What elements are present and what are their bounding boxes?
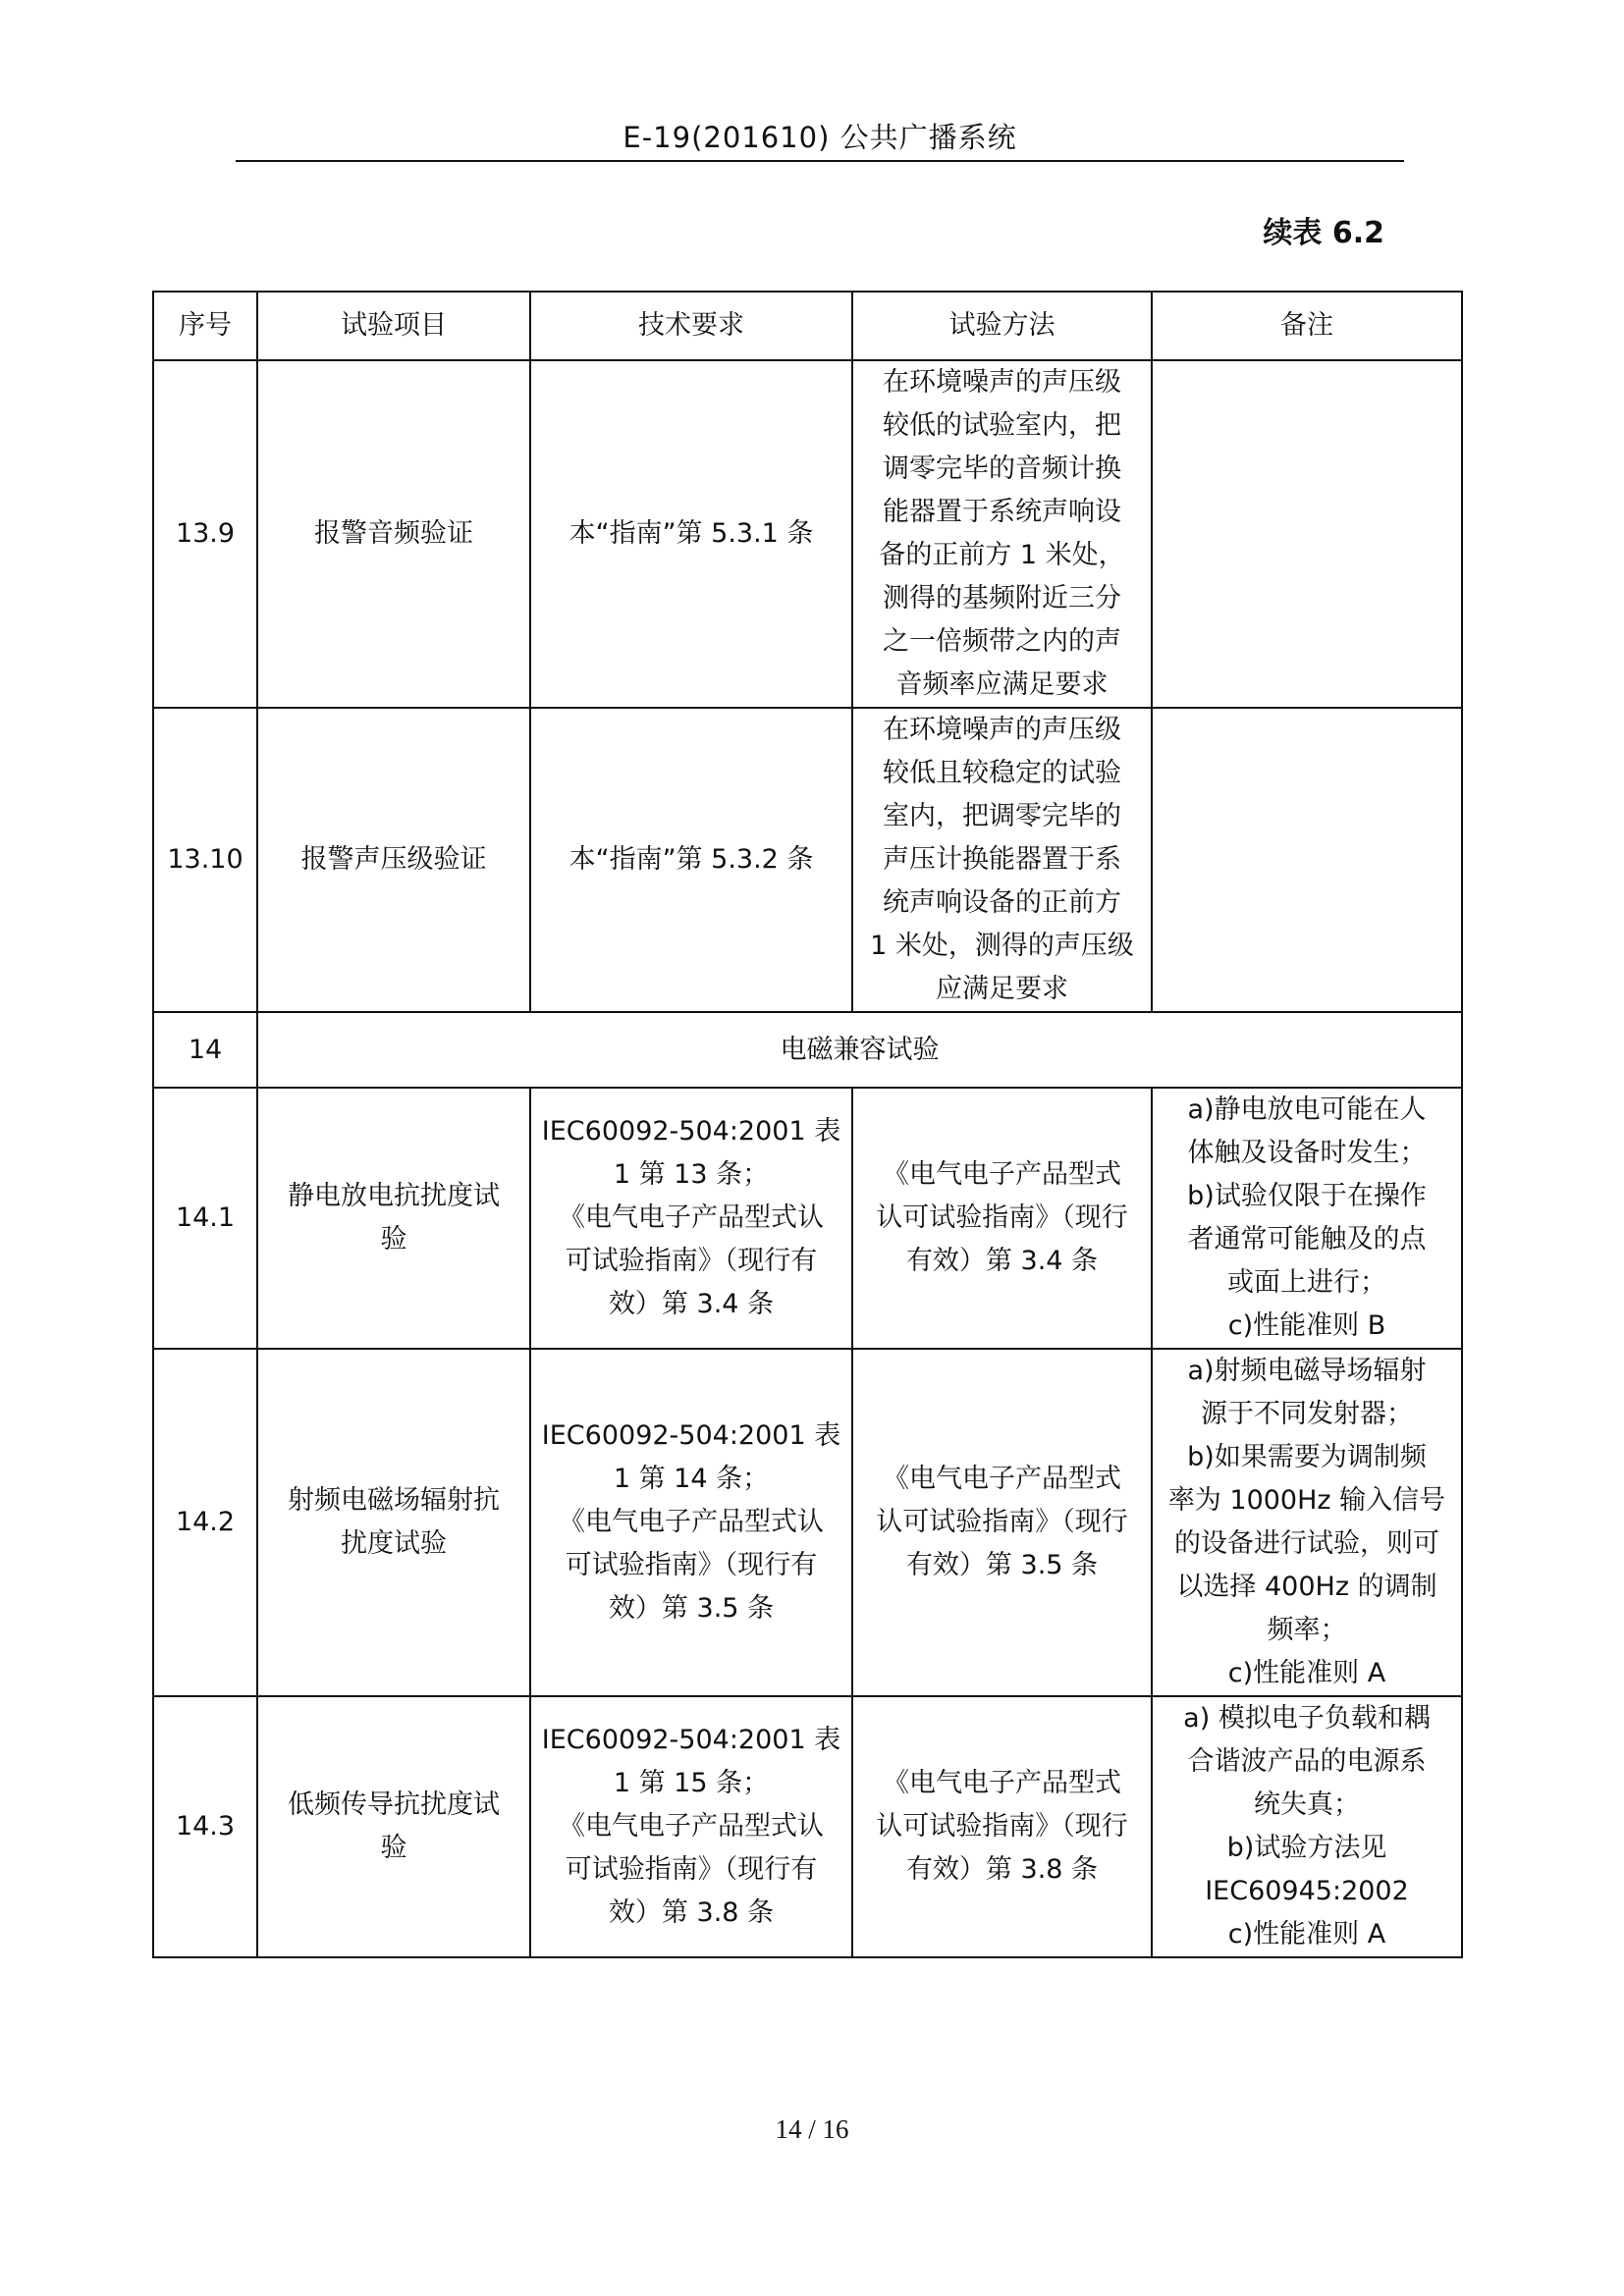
- cell-line: 本“指南”第 5.3.1 条: [568, 518, 814, 549]
- cell-line: 验: [380, 1224, 407, 1255]
- cell-line: b)如果需要为调制频: [1187, 1442, 1427, 1472]
- cell-line: 在环境噪声的声压级: [883, 367, 1121, 398]
- cell-line: 以选择 400Hz 的调制: [1176, 1572, 1437, 1602]
- cell-line: 效）第 3.4 条: [608, 1289, 775, 1319]
- cell-line: 本“指南”第 5.3.2 条: [568, 844, 814, 875]
- cell-line: 1 第 15 条；: [613, 1768, 770, 1798]
- table-row: [153, 1349, 1462, 1696]
- cell-line: 率为 1000Hz 输入信号: [1167, 1485, 1446, 1516]
- cell-line: c)性能准则 A: [1227, 1919, 1386, 1949]
- cell-line: IEC60945:2002: [1205, 1876, 1409, 1906]
- col-header-remark: 备注: [1152, 292, 1462, 360]
- cell-line: c)性能准则 B: [1227, 1310, 1386, 1341]
- cell-method: [852, 1088, 1152, 1349]
- cell-line: IEC60092-504:2001 表: [541, 1725, 841, 1755]
- cell-line: 体触及设备时发生；: [1187, 1138, 1427, 1168]
- cell-line: 可试验指南》（现行有: [565, 1854, 818, 1885]
- cell-requirement: [530, 1088, 852, 1349]
- col-header-requirement: 技术要求: [530, 292, 852, 360]
- cell-requirement: [530, 1349, 852, 1696]
- cell-line: 声压计换能器置于系: [883, 844, 1121, 875]
- table-row: [153, 1696, 1462, 1957]
- cell-line: b)试验仅限于在操作: [1187, 1181, 1427, 1211]
- cell-method: [852, 1696, 1152, 1957]
- cell-line: 可试验指南》（现行有: [565, 1246, 818, 1276]
- cell-line: 测得的基频附近三分: [883, 583, 1121, 614]
- cell-line: 应满足要求: [936, 974, 1068, 1004]
- cell-line: a) 模拟电子负载和耦: [1183, 1703, 1431, 1734]
- cell-line: 《电气电子产品型式认: [559, 1202, 824, 1233]
- cell-line: 在环境噪声的声压级: [883, 715, 1121, 745]
- cell-method: [852, 708, 1152, 1012]
- cell-item: [257, 1088, 530, 1349]
- cell-line: 的设备进行试验，则可: [1174, 1528, 1439, 1559]
- test-table: [152, 291, 1463, 1958]
- cell-line: 有效）第 3.5 条: [905, 1550, 1099, 1580]
- header-divider: [236, 160, 1404, 162]
- cell-line: 较低且较稳定的试验: [883, 758, 1121, 788]
- cell-line: 认可试验指南》（现行: [876, 1811, 1128, 1842]
- cell-no: 14.1: [153, 1088, 257, 1349]
- table-row: [153, 1088, 1462, 1349]
- cell-remark: [1152, 708, 1462, 1012]
- cell-line: 有效）第 3.8 条: [905, 1854, 1099, 1885]
- cell-remark: [1152, 1349, 1462, 1696]
- cell-method: [852, 1349, 1152, 1696]
- cell-no: 14.2: [153, 1349, 257, 1696]
- cell-line: IEC60092-504:2001 表: [541, 1420, 841, 1451]
- col-header-item: 试验项目: [257, 292, 530, 360]
- cell-line: 射频电磁场辐射抗: [288, 1485, 500, 1516]
- cell-line: 合谐波产品的电源系: [1187, 1746, 1427, 1777]
- cell-item: [257, 1696, 530, 1957]
- col-header-method: 试验方法: [852, 292, 1152, 360]
- cell-line: 频率；: [1267, 1615, 1347, 1645]
- cell-no: 13.9: [153, 360, 257, 708]
- cell-line: c)性能准则 A: [1227, 1658, 1386, 1688]
- cell-line: 扰度试验: [341, 1528, 447, 1559]
- cell-line: 音频率应满足要求: [895, 669, 1109, 700]
- cell-item: [257, 708, 530, 1012]
- cell-line: a)射频电磁导场辐射: [1187, 1356, 1427, 1386]
- cell-line: 备的正前方 1 米处，: [879, 540, 1125, 570]
- cell-line: 调零完毕的音频计换: [883, 454, 1121, 484]
- cell-line: 者通常可能触及的点: [1187, 1224, 1427, 1255]
- page-number: 14 / 16: [775, 2114, 849, 2144]
- cell-line: 1 米处，测得的声压级: [870, 931, 1134, 961]
- cell-line: 《电气电子产品型式认: [559, 1507, 824, 1537]
- cell-no: 13.10: [153, 708, 257, 1012]
- cell-line: 能器置于系统声响设: [883, 497, 1121, 527]
- cell-item: [257, 1349, 530, 1696]
- section-row: [153, 1012, 1462, 1088]
- cell-line: 1 第 14 条；: [613, 1464, 770, 1494]
- table-row: [153, 708, 1462, 1012]
- cell-item: [257, 360, 530, 708]
- cell-line: 室内，把调零完毕的: [883, 801, 1121, 831]
- cell-line: 或面上进行；: [1227, 1267, 1386, 1298]
- cell-no: 14.3: [153, 1696, 257, 1957]
- cell-line: 统失真；: [1254, 1789, 1360, 1820]
- cell-line: 《电气电子产品型式: [883, 1768, 1121, 1798]
- cell-line: 较低的试验室内，把: [883, 410, 1121, 441]
- cell-requirement: [530, 708, 852, 1012]
- cell-remark: [1152, 1088, 1462, 1349]
- cell-remark: [1152, 1696, 1462, 1957]
- cell-line: 《电气电子产品型式认: [559, 1811, 824, 1842]
- cell-method: [852, 360, 1152, 708]
- table-row: [153, 360, 1462, 708]
- section-title: 电磁兼容试验: [257, 1012, 1462, 1088]
- col-header-no: 序号: [153, 292, 257, 360]
- cell-line: 可试验指南》（现行有: [565, 1550, 818, 1580]
- cell-line: 《电气电子产品型式: [883, 1159, 1121, 1190]
- cell-line: 报警声压级验证: [300, 844, 487, 875]
- cell-line: 效）第 3.5 条: [608, 1593, 775, 1624]
- cell-line: 认可试验指南》（现行: [876, 1202, 1128, 1233]
- cell-line: 验: [380, 1833, 407, 1863]
- cell-line: 静电放电抗扰度试: [288, 1181, 500, 1211]
- cell-line: IEC60092-504:2001 表: [541, 1116, 841, 1147]
- cell-line: 《电气电子产品型式: [883, 1464, 1121, 1494]
- table-caption: 续表 6.2: [1263, 216, 1384, 250]
- cell-requirement: [530, 1696, 852, 1957]
- cell-line: 统声响设备的正前方: [883, 887, 1121, 918]
- cell-line: 源于不同发射器；: [1201, 1399, 1413, 1429]
- cell-line: a)静电放电可能在人: [1187, 1095, 1427, 1125]
- section-number: 14: [153, 1012, 257, 1088]
- cell-requirement: [530, 360, 852, 708]
- cell-line: 有效）第 3.4 条: [905, 1246, 1099, 1276]
- cell-line: b)试验方法见: [1226, 1833, 1387, 1863]
- cell-line: 认可试验指南》（现行: [876, 1507, 1128, 1537]
- cell-line: 之一倍频带之内的声: [883, 626, 1121, 657]
- document-header: E-19(201610) 公共广播系统: [623, 121, 1017, 154]
- cell-line: 1 第 13 条；: [613, 1159, 770, 1190]
- cell-remark: [1152, 360, 1462, 708]
- table-header-row: [153, 292, 1462, 360]
- cell-line: 低频传导抗扰度试: [288, 1789, 500, 1820]
- cell-line: 效）第 3.8 条: [608, 1897, 775, 1928]
- cell-line: 报警音频验证: [314, 518, 473, 549]
